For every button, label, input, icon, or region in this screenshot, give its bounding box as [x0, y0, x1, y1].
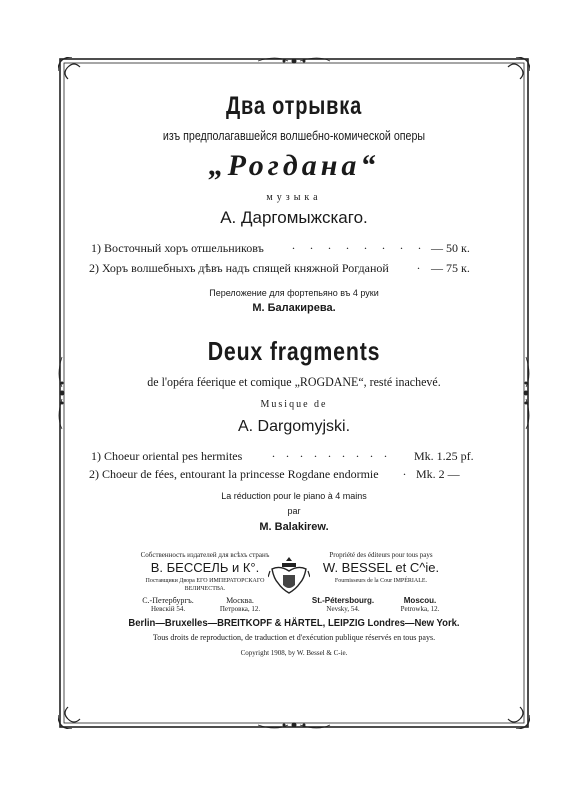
fr-address-2: Petrowka, 12.	[400, 605, 440, 613]
ru-city-2: Москва.	[226, 596, 254, 605]
fr-city-2: Moscou.	[403, 596, 437, 605]
fr-item-1-text: Choeur oriental pes hermites	[104, 449, 243, 463]
fr-publisher-rights: Propriété des éditeurs pour tous pays	[329, 551, 433, 559]
fr-par: par	[287, 506, 301, 516]
ru-address-1: Невскій 54.	[150, 605, 186, 613]
ru-music-label: музыка	[266, 192, 322, 203]
fr-item-2-text: Choeur de fées, entourant la princesse Rogdane endormie	[102, 467, 379, 481]
ru-address-2: Петровка, 12.	[219, 605, 261, 613]
fr-item-2	[89, 467, 379, 482]
fr-item-2-price: Mk. 2 —	[416, 467, 460, 481]
rights-notice: Tous droits de reproduction, de traduction et d'exécution publique réservés en tous pays.	[152, 633, 436, 642]
ru-item-1-text: Восточный хоръ отшельниковъ	[104, 241, 264, 255]
copyright: Copyright 1908, by W. Bessel & C-ie.	[240, 649, 348, 657]
ru-publisher-name: В. БЕССЕЛЬ и К°.	[150, 560, 260, 575]
fr-item-1-leader: . . . . . . . . .	[272, 446, 391, 460]
fr-music-label: Musique de	[260, 399, 328, 410]
ru-publisher-supplier: Поставщики Двора ЕГО ИМПЕРАТОРСКАГО ВЕЛИЧЕСТВА.	[145, 578, 265, 592]
ru-publisher-rights: Собственность издателей для всѣхъ странъ	[140, 551, 270, 559]
ru-composer: А. Даргомыжскаго.	[220, 208, 368, 227]
fr-address-1: Nevsky, 54.	[326, 605, 360, 613]
fr-arranger: M. Balakirew.	[259, 521, 329, 533]
ru-item-1-num: 1)	[91, 241, 101, 255]
fr-item-1-price: Mk. 1.25 pf.	[414, 449, 474, 463]
fr-title: Deux fragments	[207, 336, 381, 366]
ru-arrangement: Переложение для фортепьяно въ 4 руки	[209, 288, 379, 298]
distributors-line: Berlin—Bruxelles—BREITKOPF & HÄRTEL, LEIPZIG Londres—New York.	[128, 618, 460, 629]
ru-item-2	[89, 261, 389, 276]
fr-item-1	[91, 449, 242, 464]
ru-arranger: М. Балакирева.	[252, 302, 336, 314]
ru-item-1-leader: . . . . . . . .	[292, 238, 427, 252]
fr-publisher-name: W. BESSEL et C^ie.	[322, 560, 440, 575]
ru-item-1	[91, 241, 264, 256]
ru-opera-title: „Рогдана“	[208, 149, 380, 182]
ru-subtitle: изъ предполагавшейся волшебно-комической оперы	[162, 128, 426, 143]
fr-publisher-supplier: Fournisseurs de la Cour IMPÉRIALE.	[334, 578, 428, 584]
ru-item-2-leader: .	[417, 258, 426, 272]
fr-city-1: St.-Pétersbourg.	[311, 596, 375, 605]
fr-subtitle: de l'opéra féerique et comique „ROGDANE“, resté inachevé.	[147, 374, 441, 389]
ru-item-1-price: — 50 к.	[431, 241, 470, 255]
fr-item-2-leader: .	[403, 464, 412, 478]
ru-title: Два отрывка	[226, 92, 362, 120]
ru-item-2-num: 2)	[89, 261, 99, 275]
fr-item-1-num: 1)	[91, 449, 101, 463]
ru-item-2-text: Хоръ волшебныхъ дѣвъ надъ спящей княжной Рогданой	[102, 261, 389, 275]
ru-city-1: С.-Петербургъ.	[142, 596, 194, 605]
imperial-crest-icon	[268, 553, 310, 601]
fr-arrangement: La réduction pour le piano à 4 mains	[221, 491, 367, 501]
fr-item-2-num: 2)	[89, 467, 99, 481]
fr-composer: A. Dargomyjski.	[237, 418, 351, 435]
ru-item-2-price: — 75 к.	[431, 261, 470, 275]
